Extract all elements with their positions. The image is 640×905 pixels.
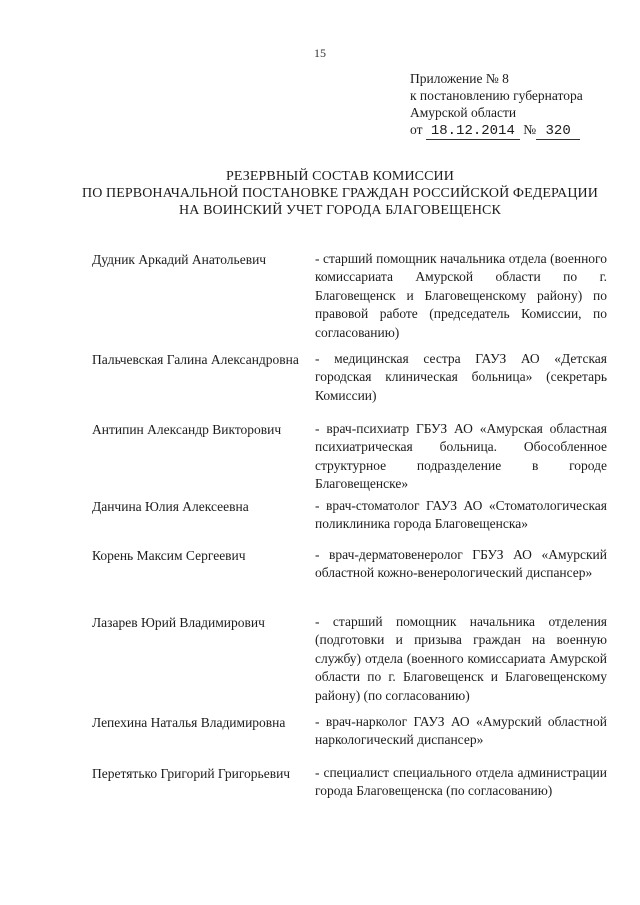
member-name: Дудник Аркадий Анатольевич xyxy=(92,252,267,267)
member-role: - врач-дерматовенеролог ГБУЗ АО «Амурский областной кожно-венерологический диспансер» xyxy=(315,547,607,581)
page-number: 15 xyxy=(314,46,326,60)
document-title xyxy=(60,168,620,219)
member-name: Антипин Александр Викторович xyxy=(92,422,282,437)
decree-number: 320 xyxy=(536,124,580,140)
appendix-header xyxy=(410,70,583,140)
member-name: Перетятько Григорий Григорьевич xyxy=(92,766,291,781)
appendix-number: Приложение № 8 xyxy=(410,71,509,86)
title-line-1: РЕЗЕРВНЫЙ СОСТАВ КОМИССИИ xyxy=(226,169,454,184)
title-line-2: ПО ПЕРВОНАЧАЛЬНОЙ ПОСТАНОВКЕ ГРАЖДАН РОССИЙСКОЙ ФЕДЕРАЦИИ xyxy=(82,186,598,201)
appendix-date-line xyxy=(410,121,583,140)
member-role: - старший помощник начальника отдела (военного комиссариата Амурской области по г. Благовещенск и Благовещенскому району) по правовой работе (председатель Комиссии, по согласованию) xyxy=(315,251,607,340)
member-role: - врач-стоматолог ГАУЗ АО «Стоматологическая поликлиника города Благовещенска» xyxy=(315,498,607,532)
member-name: Данчина Юлия Алексеевна xyxy=(92,499,249,514)
appendix-reference: к постановлению губернатора xyxy=(410,88,583,103)
appendix-region: Амурской области xyxy=(410,105,517,120)
member-name: Лазарев Юрий Владимирович xyxy=(92,615,265,630)
number-prefix: № xyxy=(523,122,537,137)
date-prefix: от xyxy=(410,122,423,137)
decree-date: 18.12.2014 xyxy=(426,124,520,140)
member-name: Пальчевская Галина Александровна xyxy=(92,352,299,367)
member-role: - медицинская сестра ГАУЗ АО «Детская городская клиническая больница» (секретарь Комиссии) xyxy=(315,351,607,403)
member-name: Корень Максим Сергеевич xyxy=(92,548,246,563)
member-role: - врач-нарколог ГАУЗ АО «Амурский областной наркологический диспансер» xyxy=(315,714,607,748)
member-role: - старший помощник начальника отделения (подготовки и призыва граждан на военную службу) отдела (военного комиссариата Амурской области по г. Благовещенск и Благовещенскому району) (по согласованию) xyxy=(315,614,607,703)
title-line-3: НА ВОИНСКИЙ УЧЕТ ГОРОДА БЛАГОВЕЩЕНСК xyxy=(179,203,501,218)
member-role: - специалист специального отдела администрации города Благовещенска (по согласованию) xyxy=(315,765,607,799)
member-role: - врач-психиатр ГБУЗ АО «Амурская областная психиатрическая больница. Обособленное структурное подразделение в городе Благовещенске» xyxy=(315,421,607,492)
member-name: Лепехина Наталья Владимировна xyxy=(92,715,286,730)
